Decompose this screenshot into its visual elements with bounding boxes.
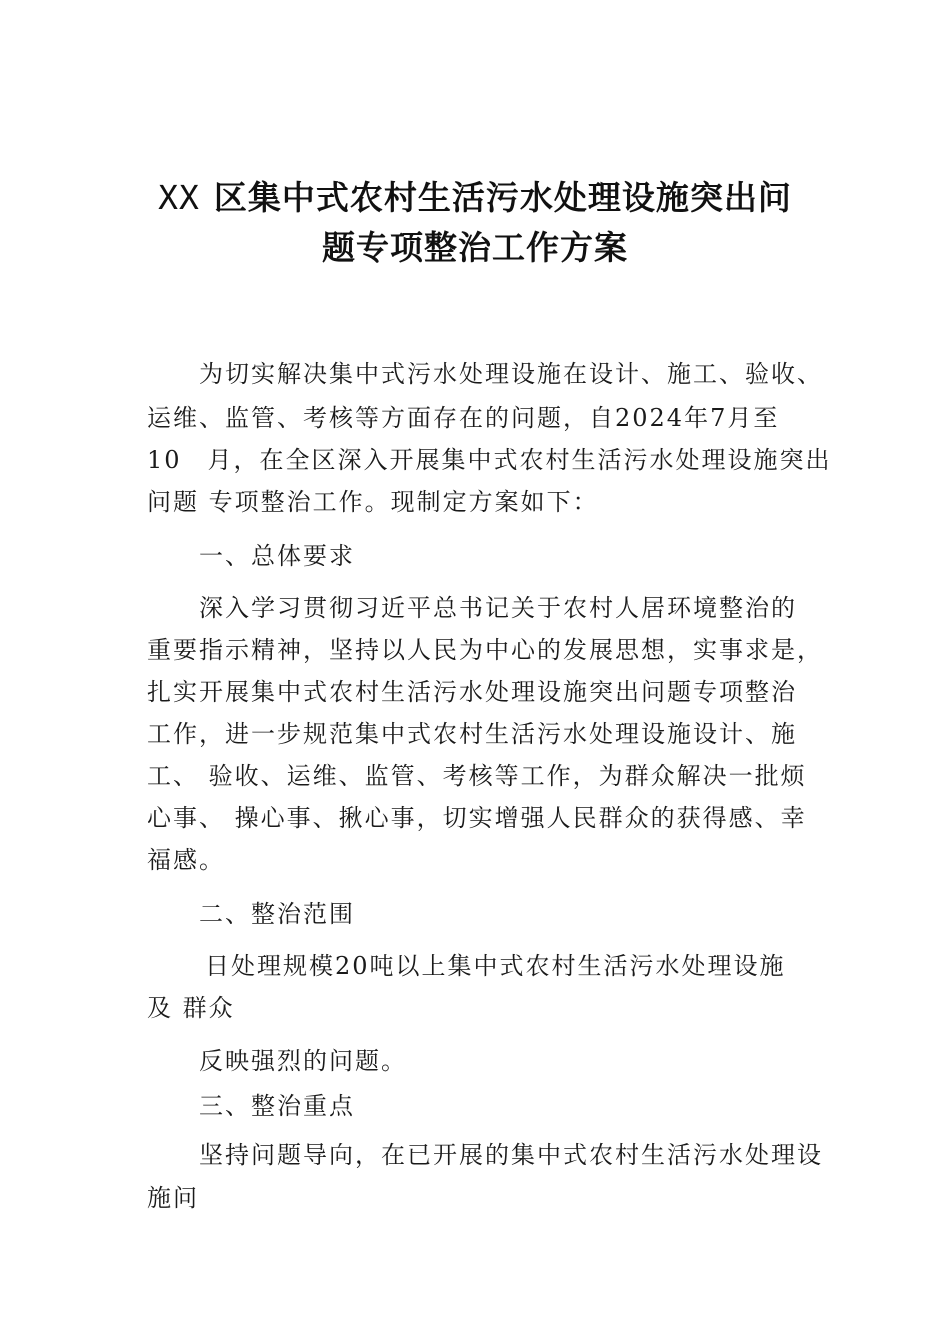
section-1-line-5: 工、 验收、运维、监管、考核等工作，为群众解决一批烦 <box>147 762 807 790</box>
section-3-heading: 三、整治重点 <box>199 1092 355 1120</box>
section-1-line-6: 心事、 操心事、揪心事，切实增强人民群众的获得感、幸 <box>147 804 807 832</box>
section-3-line-1: 坚持问题导向，在已开展的集中式农村生活污水处理设 <box>199 1141 823 1169</box>
section-1-line-7: 福感。 <box>147 846 225 874</box>
section-3-line-2: 施问 <box>147 1184 199 1212</box>
section-2-line-3: 反映强烈的问题。 <box>199 1047 407 1075</box>
section-2-line-2: 及 群众 <box>147 994 235 1022</box>
document-title-line-2: 题专项整治工作方案 <box>322 228 628 267</box>
title-prefix: XX <box>158 178 200 217</box>
title-line-1-text: 区集中式农村生活污水处理设施突出问 <box>213 178 792 217</box>
section-1-heading: 一、总体要求 <box>199 542 355 570</box>
intro-line-1: 为切实解决集中式污水处理设施在设计、施工、验收、 <box>199 360 823 388</box>
section-1-line-2: 重要指示精神，坚持以人民为中心的发展思想，实事求是， <box>147 636 823 664</box>
section-2-heading: 二、整治范围 <box>199 900 355 928</box>
section-2-line-1: 日处理规模20吨以上集中式农村生活污水处理设施 <box>205 952 786 980</box>
section-1-line-3: 扎实开展集中式农村生活污水处理设施突出问题专项整治 <box>147 678 797 706</box>
intro-line-2: 运维、监管、考核等方面存在的问题，自2024年7月至 <box>147 404 780 432</box>
intro-line-4: 问题 专项整治工作。现制定方案如下： <box>147 488 599 516</box>
intro-line-3: 10 月，在全区深入开展集中式农村生活污水处理设施突出 <box>147 446 832 474</box>
section-1-line-4: 工作，进一步规范集中式农村生活污水处理设施设计、施 <box>147 720 797 748</box>
document-title-line-1 <box>0 172 950 219</box>
section-1-line-1: 深入学习贯彻习近平总书记关于农村人居环境整治的 <box>199 594 797 622</box>
